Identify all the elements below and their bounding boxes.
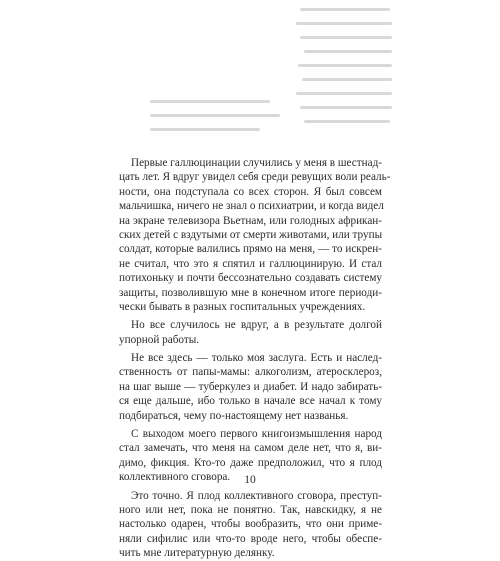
text-line: Не все здесь — только моя заслуга. Есть и наслед- xyxy=(131,352,382,365)
text-line: коллективного сговора. xyxy=(119,471,231,484)
text-line: няли сифилис или что-то вроде него, чтобы обеспе- xyxy=(119,532,382,545)
text-line: подбираться, чему по-настоящему нет названья. xyxy=(119,409,349,422)
text-line: чески бывать в разных госпитальных учреждениях. xyxy=(119,300,366,313)
text-line: стал замечать, что меня на самом деле нет, что я, ви- xyxy=(119,442,382,455)
text-line: чить мне литературную делянку. xyxy=(119,547,275,560)
text-line: на шаг выше — туберкулез и диабет. И надо забирать- xyxy=(119,380,382,393)
paragraph xyxy=(119,351,382,423)
text-line: Первые галлюцинации случились у меня в шестнад- xyxy=(131,157,382,169)
page-number: 10 xyxy=(244,474,256,486)
text-line: димо, фикция. Кто-то даже предположил, что я плод xyxy=(119,456,382,469)
text-line: Но все случилось не вдруг, а в результате долгой xyxy=(131,319,382,332)
text-line: мальчишка, ничего не знал о психиатрии, и когда видел xyxy=(119,200,384,213)
text-line: Это точно. Я плод коллективного сговора, преступ- xyxy=(131,489,382,502)
text-line: цать лет. Я вдруг увидел себя среди ревущих воли реаль- xyxy=(119,171,391,184)
text-line: ских детей с вздутыми от смерти животами, или трупы xyxy=(119,228,383,241)
paragraph xyxy=(119,156,391,314)
text-line: ся еще дальше, ибо только в начале все начал к тому xyxy=(119,395,382,408)
text-line: упорной работы. xyxy=(119,333,200,346)
text-line: ного или нет, пока не понятно. Так, навскидку, я не xyxy=(119,503,382,516)
text-line: С выходом моего первого книгоизмышления народ xyxy=(131,428,382,441)
text-line: потихоньку и почти бессознательно создавать систему xyxy=(119,272,382,285)
show-through-text xyxy=(0,0,500,150)
text-line: защиты, позволившую мне в конечном итоге периоди- xyxy=(119,286,382,299)
text-line: настолько одарен, чтобы вообразить, что они приме- xyxy=(119,518,382,531)
text-line: солдат, которые валились прямо на меня, — то искрен- xyxy=(119,243,382,256)
paragraph xyxy=(119,318,382,347)
paragraph xyxy=(119,489,382,561)
text-line: на экране телевизора Вьетнам, или голодных африкан- xyxy=(119,214,382,227)
text-line: не считал, что это я спятил и галлюцинирую. И стал xyxy=(119,257,382,270)
text-line: ности, она подступала со всех сторон. Я был совсем xyxy=(119,185,382,198)
text-line: ственность от папы-мамы: алкоголизм, атеросклероз, xyxy=(119,366,382,379)
